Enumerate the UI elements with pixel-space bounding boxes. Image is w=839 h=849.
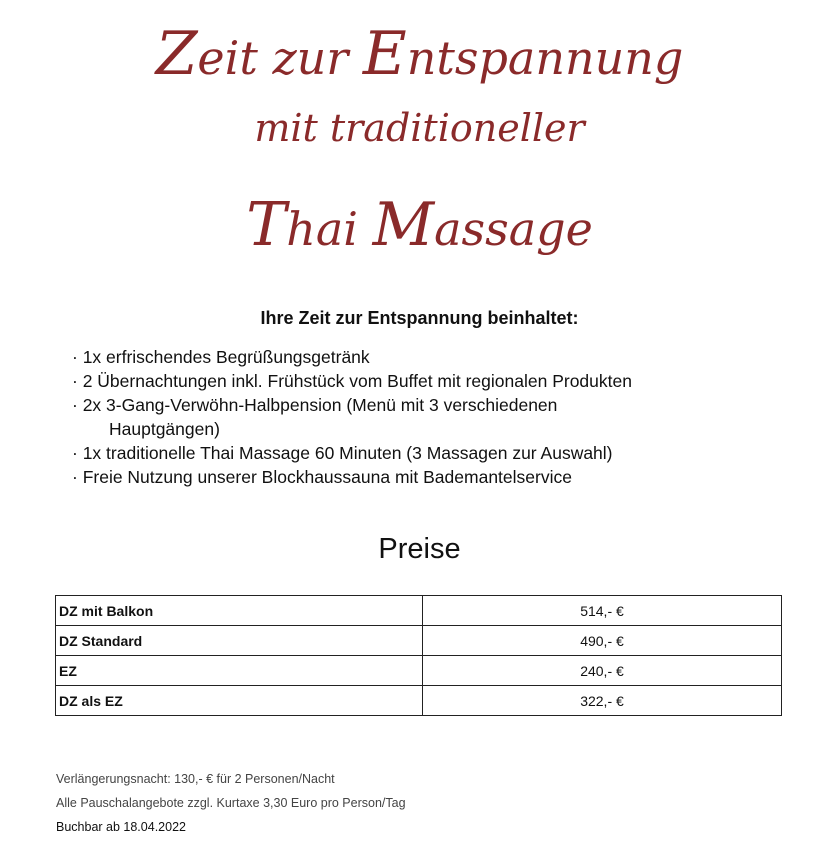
list-item: · 1x erfrischendes Begrüßungsgetränk <box>72 347 370 367</box>
table-row <box>56 596 782 626</box>
table-row <box>56 626 782 656</box>
extension-night-note: Verlängerungsnacht: 130,- € für 2 Personen/Nacht <box>56 772 335 786</box>
table-row <box>56 686 782 716</box>
room-type-cell: EZ <box>56 656 423 686</box>
price-cell: 490,- € <box>423 626 782 656</box>
list-item: · Freie Nutzung unserer Blockhaussauna mit Bademantelservice <box>72 467 572 487</box>
title-initial-z: Z <box>155 19 198 89</box>
list-item-continuation: Hauptgängen) <box>109 419 220 439</box>
room-type-cell: DZ als EZ <box>56 686 423 716</box>
list-item: · 2 Übernachtungen inkl. Frühstück vom Buffet mit regionalen Produkten <box>72 371 632 391</box>
title-text-eit-zur: eit zur <box>197 31 363 85</box>
included-heading: Ihre Zeit zur Entspannung beinhaltet: <box>260 308 579 328</box>
title-line-3 <box>0 180 839 274</box>
title-line-2: mit traditioneller <box>254 106 585 150</box>
price-cell: 514,- € <box>423 596 782 626</box>
title-initial-t: T <box>246 190 287 260</box>
included-list <box>72 345 792 489</box>
title-text-hai: hai <box>286 202 373 256</box>
title-line-1 <box>0 14 839 98</box>
title-initial-e: E <box>362 19 407 89</box>
table-row <box>56 656 782 686</box>
room-type-cell: DZ mit Balkon <box>56 596 423 626</box>
price-cell: 322,- € <box>423 686 782 716</box>
tourist-tax-note: Alle Pauschalangebote zzgl. Kurtaxe 3,30 Euro pro Person/Tag <box>56 796 406 810</box>
bookable-from-note: Buchbar ab 18.04.2022 <box>56 820 186 834</box>
room-type-cell: DZ Standard <box>56 626 423 656</box>
title-text-ntspannung: ntspannung <box>406 31 684 85</box>
list-item: · 1x traditionelle Thai Massage 60 Minuten (3 Massagen zur Auswahl) <box>72 443 613 463</box>
prices-heading: Preise <box>378 533 461 565</box>
list-item: · 2x 3-Gang-Verwöhn-Halbpension (Menü mit 3 verschiedenen <box>72 395 558 415</box>
title-text-assage: assage <box>434 202 593 256</box>
price-table <box>55 595 782 716</box>
price-cell: 240,- € <box>423 656 782 686</box>
title-initial-m: M <box>372 190 435 260</box>
